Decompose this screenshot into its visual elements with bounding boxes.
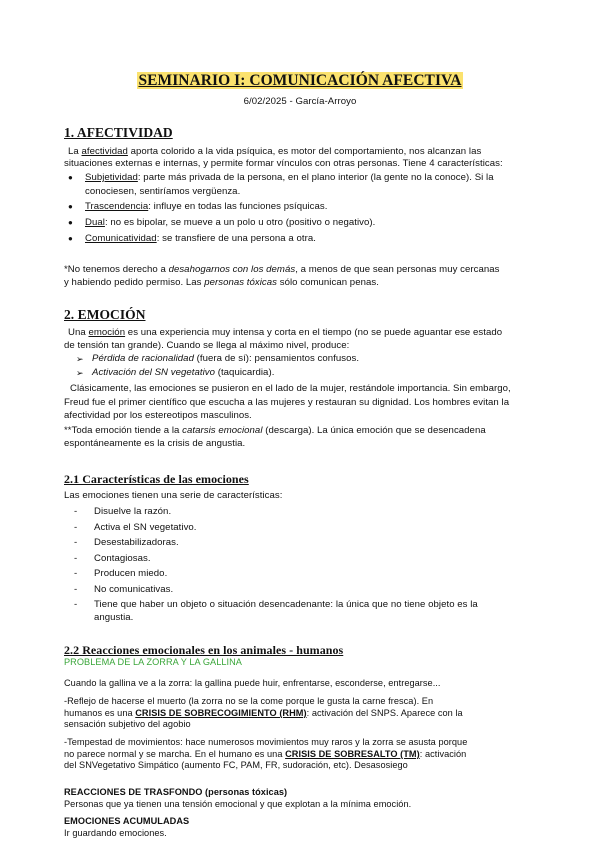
dash-bullet: - [74,537,78,548]
note-line: espontáneamente es la crisis de angustia. [64,438,246,449]
dash-bullet: - [74,568,78,579]
document-date: 6/02/2025 - García-Arroyo [243,96,357,107]
paragraph-line: del SNVegetativo Simpático (aumento FC, PAM, FR, sudoración, etc). Desasosiego [64,760,408,770]
list-item: Subjetividad: parte más privada de la persona, en el plano interior (la gente no la conoce). Si la [85,172,494,183]
list-item: Desestabilizadoras. [94,537,179,548]
paragraph-line: humanos es una CRISIS DE SOBRECOGIMIENTO (RHM): activación del SNPS. Aparece con la [64,708,463,718]
paragraph-line: Las emociones tienen una serie de características: [64,490,283,501]
section-heading-afectividad: 1. AFECTIVIDAD [64,125,173,140]
subsection-heading-caracteristicas: 2.1 Características de las emociones [64,472,249,486]
dash-bullet: - [74,506,78,517]
arrow-bullet-icon: ➢ [76,354,84,364]
bullet-icon: ● [68,202,73,211]
paragraph-line: sensación subjetivo del agobio [64,719,191,729]
paragraph-line: La afectividad aporta colorido a la vida psíquica, es motor del comportamiento, nos alcanzan las [68,146,482,157]
paragraph-line: -Tempestad de movimientos: hace numerosos movimientos muy raros y la zorra se asusta porque [64,737,468,747]
bullet-icon: ● [68,173,73,182]
dash-bullet: - [74,553,78,564]
section-heading-emocion: 2. EMOCIÓN [64,307,146,322]
paragraph-line: situaciones externas e internas, y permite formar vínculos con otras personas. Tiene 4 características: [64,158,503,169]
note-line: *No tenemos derecho a desahogarnos con los demás, a menos de que sean personas muy cercanas [64,264,500,275]
paragraph-line: Personas que ya tienen una tensión emocional y que explotan a la mínima emoción. [64,799,412,809]
list-item: Tiene que haber un objeto o situación desencadenante: la única que no tiene objeto es la [94,599,478,610]
paragraph-line: Ir guardando emociones. [64,828,167,838]
dash-bullet: - [74,599,78,610]
block-heading-acumuladas: EMOCIONES ACUMULADAS [64,816,190,826]
paragraph-line: -Reflejo de hacerse el muerto (la zorra no se la come porque le gusta la carne fresca). En [64,696,434,706]
bullet-icon: ● [68,218,73,227]
list-item: No comunicativas. [94,584,174,595]
problem-subheading: PROBLEMA DE LA ZORRA Y LA GALLINA [64,657,242,667]
paragraph-line: Una emoción es una experiencia muy intensa y corta en el tiempo (no se puede aguantar ese estado [68,327,503,338]
dash-bullet: - [74,584,78,595]
page-title: SEMINARIO I: COMUNICACIÓN AFECTIVA [138,72,462,89]
bullet-icon: ● [68,234,73,243]
block-heading-trasfondo: REACCIONES DE TRASFONDO (personas tóxicas) [64,787,288,797]
list-item: Trascendencia: influye en todas las funciones psíquicas. [85,201,328,212]
list-item-continuation: conociesen, sentiríamos vergüenza. [85,186,241,197]
list-item: Activa el SN vegetativo. [94,522,197,533]
paragraph-line: Freud fue el primer científico que escucha a las mujeres y restauran su dignidad. Los hombres evitan la [64,397,510,408]
list-item: Activación del SN vegetativo (taquicardia). [92,367,275,378]
paragraph-line: Clásicamente, las emociones se pusieron en el lado de la mujer, restándole importancia. Sin embargo, [70,383,511,394]
dash-bullet: - [74,522,78,533]
list-item: Contagiosas. [94,553,151,564]
list-item-continuation: angustia. [94,612,134,623]
list-item: Comunicatividad: se transfiere de una persona a otra. [85,233,316,244]
paragraph-line: no parece normal y se marcha. En el humano es una CRISIS DE SOBRESALTO (TM): activación [64,749,467,759]
list-item: Pérdida de racionalidad (fuera de sí): pensamientos confusos. [92,353,360,364]
note-line: y habiendo pedido permiso. Las personas tóxicas sólo comunican penas. [64,277,379,288]
list-item: Dual: no es bipolar, se mueve a un polo u otro (positivo o negativo). [85,217,376,228]
list-item: Producen miedo. [94,568,168,579]
arrow-bullet-icon: ➢ [76,368,84,378]
paragraph-line: Cuando la gallina ve a la zorra: la gallina puede huir, enfrentarse, esconderse, entregarse... [64,678,441,688]
subsection-heading-reacciones: 2.2 Reacciones emocionales en los animales - humanos [64,643,344,657]
list-item: Disuelve la razón. [94,506,172,517]
note-line: **Toda emoción tiende a la catarsis emocional (descarga). La única emoción que se desencadena [64,425,486,436]
paragraph-line: de tensión tan grande). Cuando se llega al máximo nivel, produce: [64,340,350,351]
paragraph-line: afectividad por los estereotipos masculinos. [64,410,252,421]
